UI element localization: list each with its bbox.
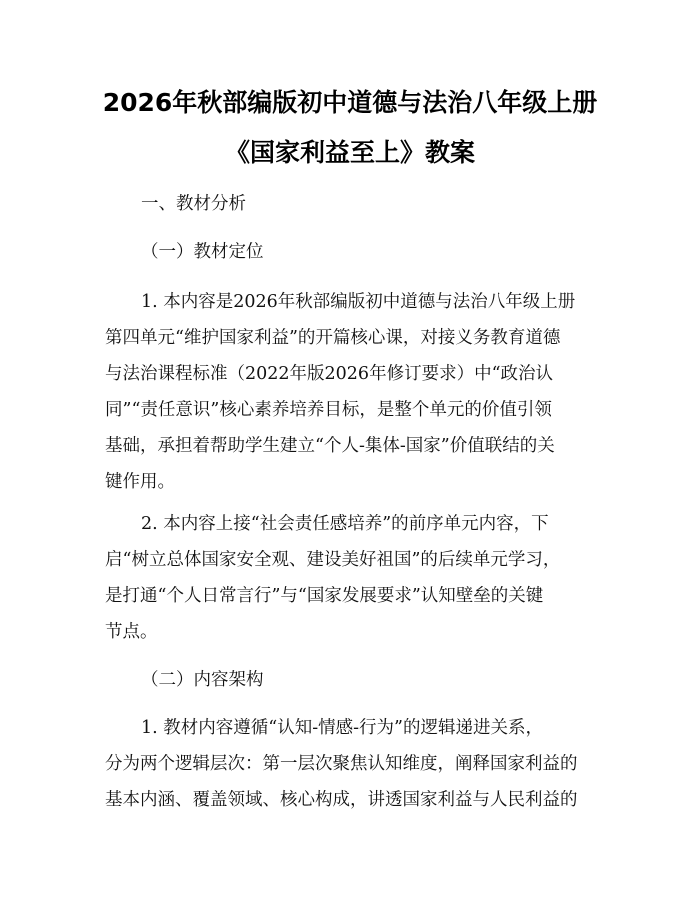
- paragraph-line: 基本内涵、覆盖领域、核心构成，讲透国家利益与人民利益的: [105, 790, 578, 810]
- paragraph-line: 键作用。: [105, 472, 175, 492]
- document-title-line-1: 2026年秋部编版初中道德与法治八年级上册: [102, 88, 598, 117]
- paragraph-2: [105, 506, 600, 650]
- paragraph-line: 基础，承担着帮助学生建立“个人-集体-国家”价值联结的关: [105, 436, 555, 456]
- paragraph-line: 1. 本内容是2026年秋部编版初中道德与法治八年级上册: [141, 292, 576, 312]
- paragraph-line: 1. 教材内容遵循“认知-情感-行为”的逻辑递进关系，: [141, 718, 543, 738]
- document-title-line-2: 《国家利益至上》教案: [224, 138, 475, 167]
- paragraph-1: [105, 284, 600, 500]
- paragraph-3: [105, 710, 600, 818]
- paragraph-line: 2. 本内容上接“社会责任感培养”的前序单元内容，下: [141, 514, 549, 534]
- section-heading-textbook-analysis: 一、教材分析: [141, 194, 246, 214]
- paragraph-line: 节点。: [105, 622, 158, 642]
- paragraph-line: 同”“责任意识”核心素养培养目标，是整个单元的价值引领: [105, 400, 552, 420]
- paragraph-line: 启“树立总体国家安全观、建设美好祖国”的后续单元学习，: [105, 550, 561, 570]
- paragraph-line: 与法治课程标准（2022年版2026年修订要求）中“政治认: [105, 364, 554, 384]
- subsection-heading-content-structure: （二）内容架构: [141, 670, 264, 690]
- paragraph-line: 第四单元“维护国家利益”的开篇核心课，对接义务教育道德: [105, 328, 561, 348]
- subsection-heading-textbook-position: （一）教材定位: [141, 242, 264, 262]
- paragraph-line: 分为两个逻辑层次：第一层次聚焦认知维度，阐释国家利益的: [105, 754, 578, 774]
- paragraph-line: 是打通“个人日常言行”与“国家发展要求”认知壁垒的关键: [105, 586, 544, 606]
